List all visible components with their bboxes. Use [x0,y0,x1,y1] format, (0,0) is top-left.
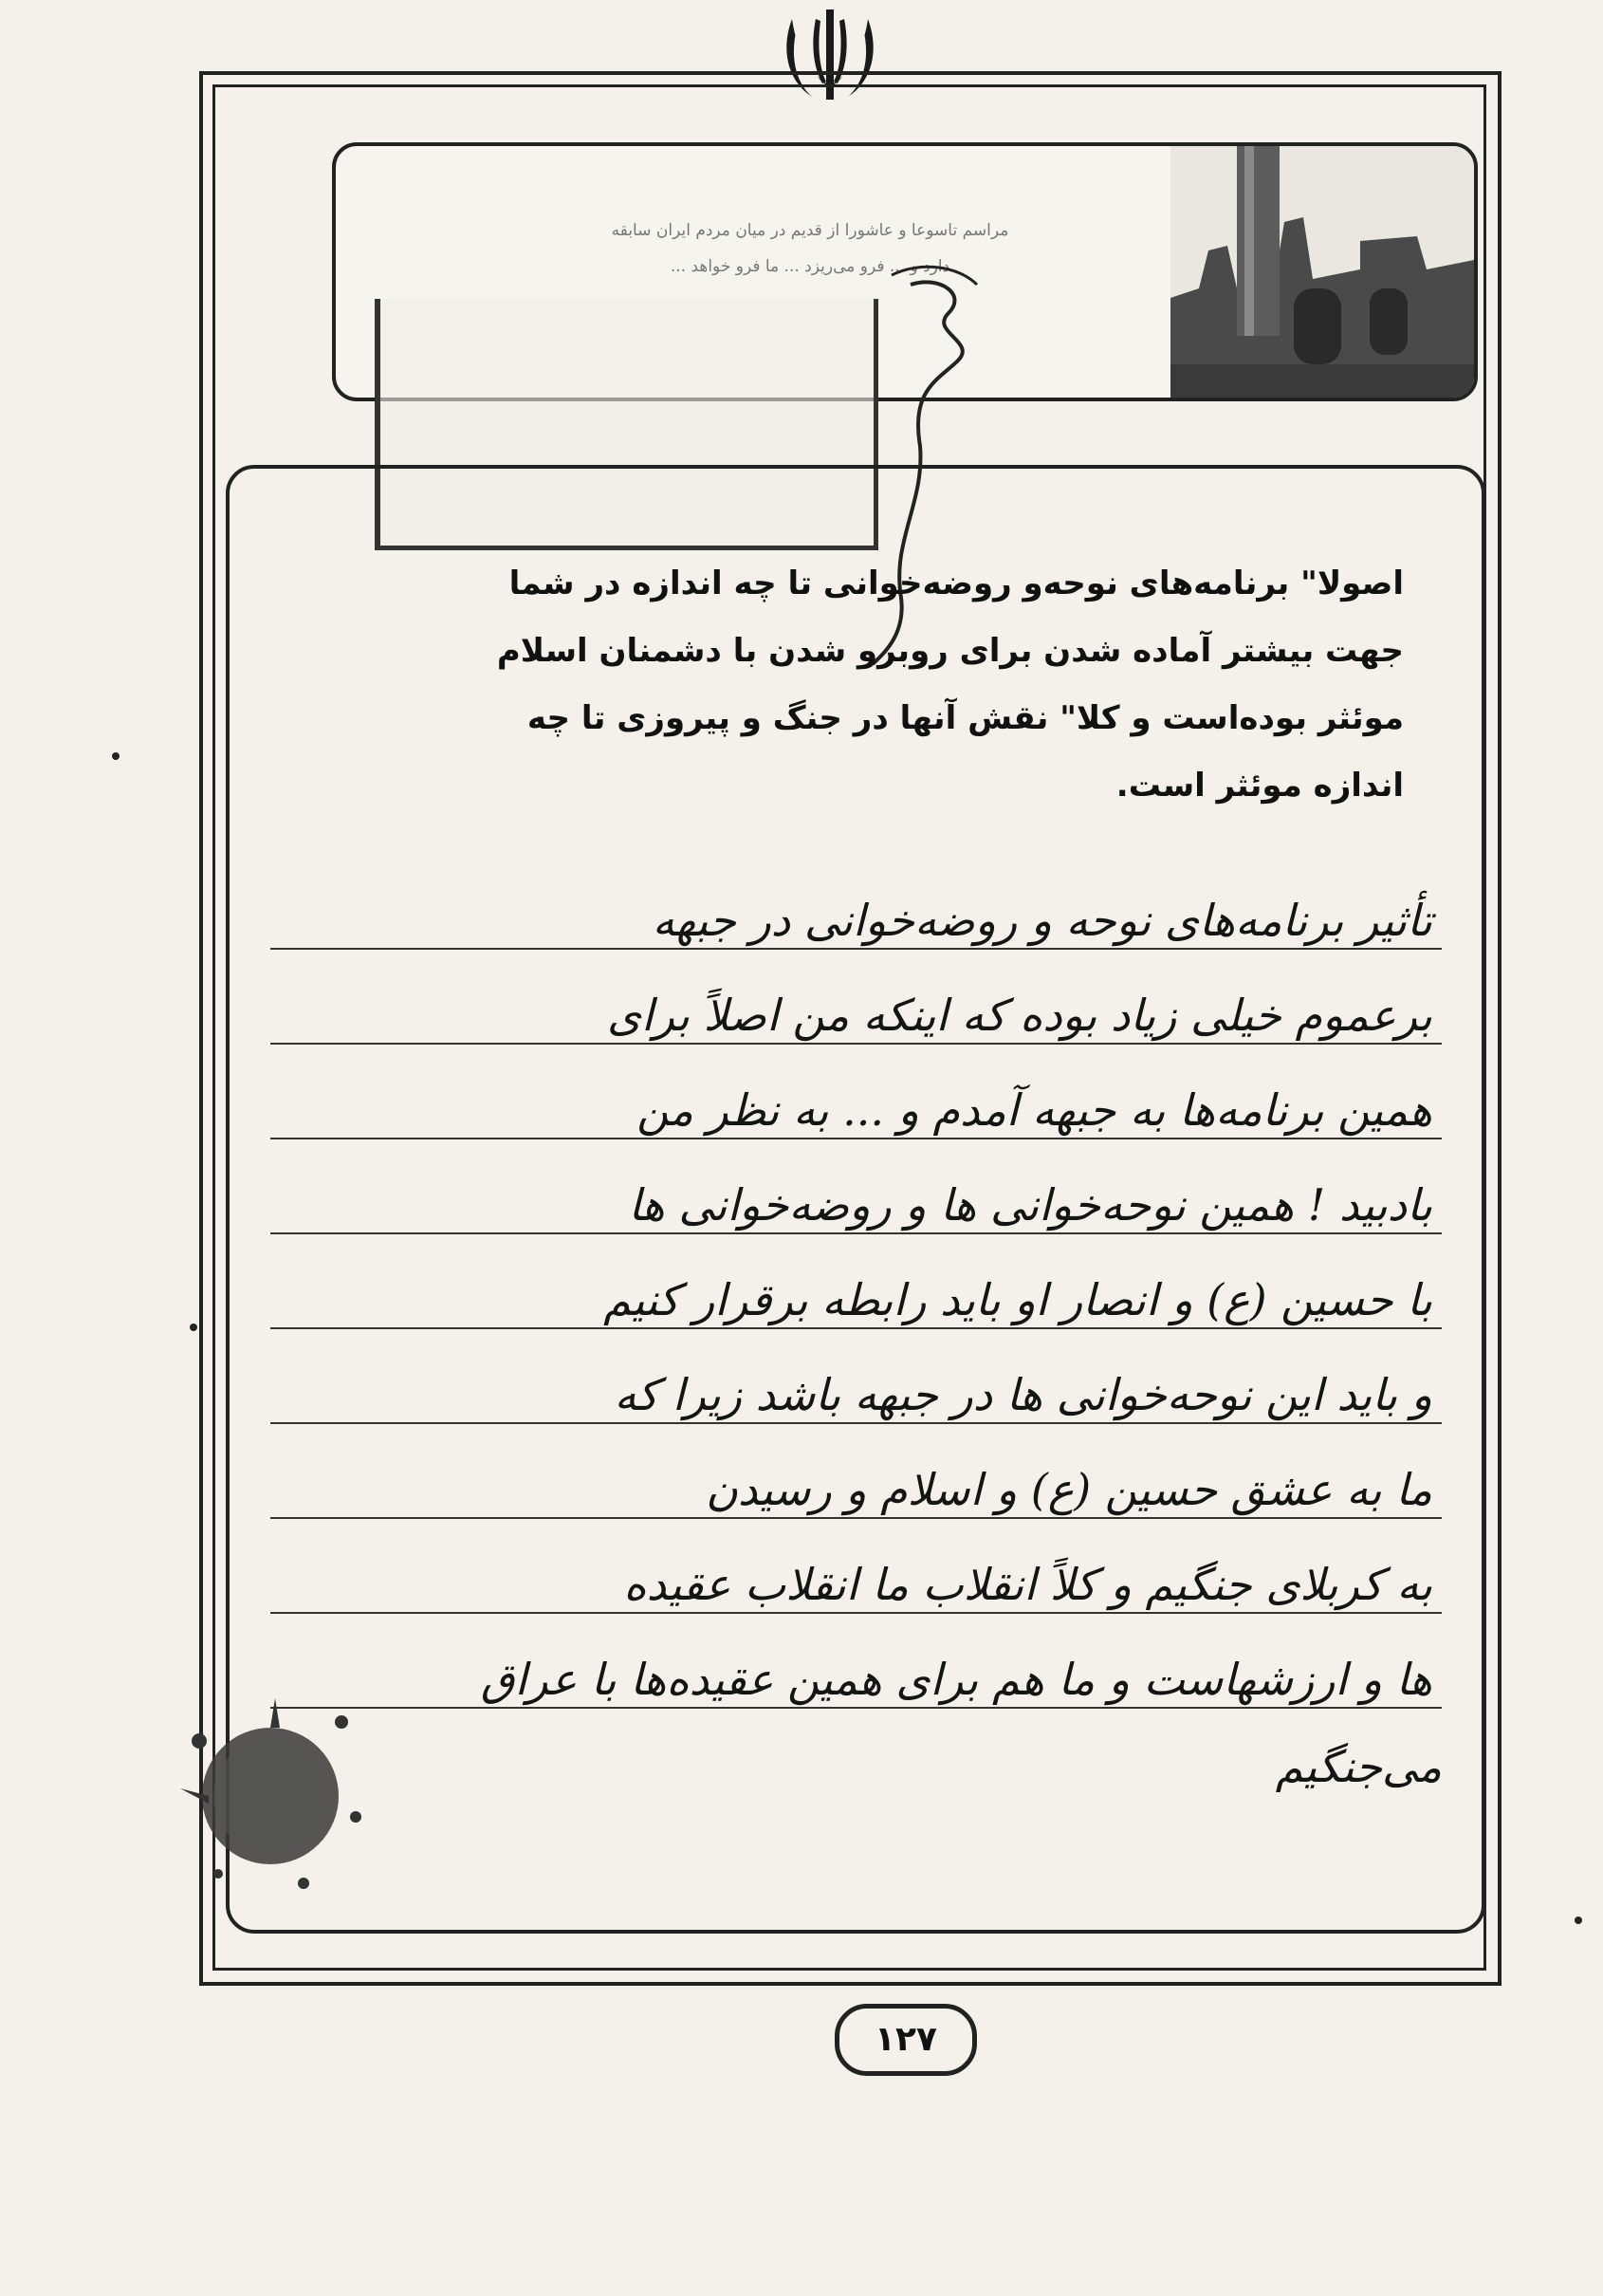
answer-line-text: ما به عشق حسین (ع) و اسلام و رسیدن [706,1464,1432,1515]
ruled-line [270,948,1442,950]
answer-line [270,1542,1442,1637]
answer-line-text: با حسین (ع) و انصار او باید رابطه برقرار کنیم [603,1274,1432,1325]
answer-line [270,1352,1442,1447]
answer-closing-text: می‌جنگیم [1275,1741,1442,1792]
answer-line [270,1447,1442,1542]
answer-line [270,1637,1442,1731]
ruled-line [270,1232,1442,1234]
banner-line: دارد و ... فرو می‌ریزد ... ما فرو خواهد ... [670,257,950,276]
ruled-line [270,1517,1442,1519]
question-text [275,550,1404,820]
handwritten-answer [270,878,1442,1807]
answer-line [270,1067,1442,1162]
banner-line: مراسم تاسوعا و عاشورا از قدیم در میان مردم ایران سابقه [611,221,1009,240]
ruled-line [270,1138,1442,1139]
ruled-line [270,1707,1442,1709]
page-number: ۱۲۷ [835,2004,977,2076]
answer-line-text: همین برنامه‌ها به جبهه آمدم و ... به نظر من [636,1084,1432,1136]
ruled-line [270,1043,1442,1045]
question-line: جهت بیشتر آماده شدن برای روبرو شدن با دشمنان اسلام [496,632,1404,670]
answer-line-text: تأثیر برنامه‌های نوحه و روضه‌خوانی در جبهه [652,895,1432,946]
margin-mark [112,752,120,760]
margin-mark [1575,1916,1582,1924]
answer-line [270,972,1442,1067]
question-line: موئثر بوده‌است و کلا" نقش آنها در جنگ و پیروزی تا چه [526,699,1404,737]
banner-text [478,213,1142,285]
mosque-photo [1170,146,1474,398]
answer-line [270,878,1442,972]
ruled-line [270,1422,1442,1424]
answer-line [270,1257,1442,1352]
ruled-line [270,1612,1442,1614]
ink-blot [161,1684,379,1902]
answer-line-text: و باید این نوحه‌خوانی ها در جبهه باشد زیرا که [614,1369,1432,1420]
margin-mark [190,1324,197,1331]
answer-line-text: به کربلای جنگیم و کلاً انقلاب ما انقلاب عقیده [623,1559,1432,1610]
ruled-line [270,1327,1442,1329]
answer-closing [270,1731,1442,1807]
question-line: اندازه موئثر است. [1115,767,1404,805]
answer-line-text: ها و ارزشهاست و ما هم برای همین عقیده‌ها با عراق [480,1654,1432,1705]
answer-line-text: برعموم خیلی زیاد بوده که اینکه من اصلاً برای [606,990,1432,1041]
answer-line [270,1162,1442,1257]
question-line: اصولا" برنامه‌های نوحه‌و روضه‌خوانی تا چه اندازه در شما [508,565,1404,602]
answer-line-text: بادبید ! همین نوحه‌خوانی ها و روضه‌خوانی ها [628,1179,1432,1231]
